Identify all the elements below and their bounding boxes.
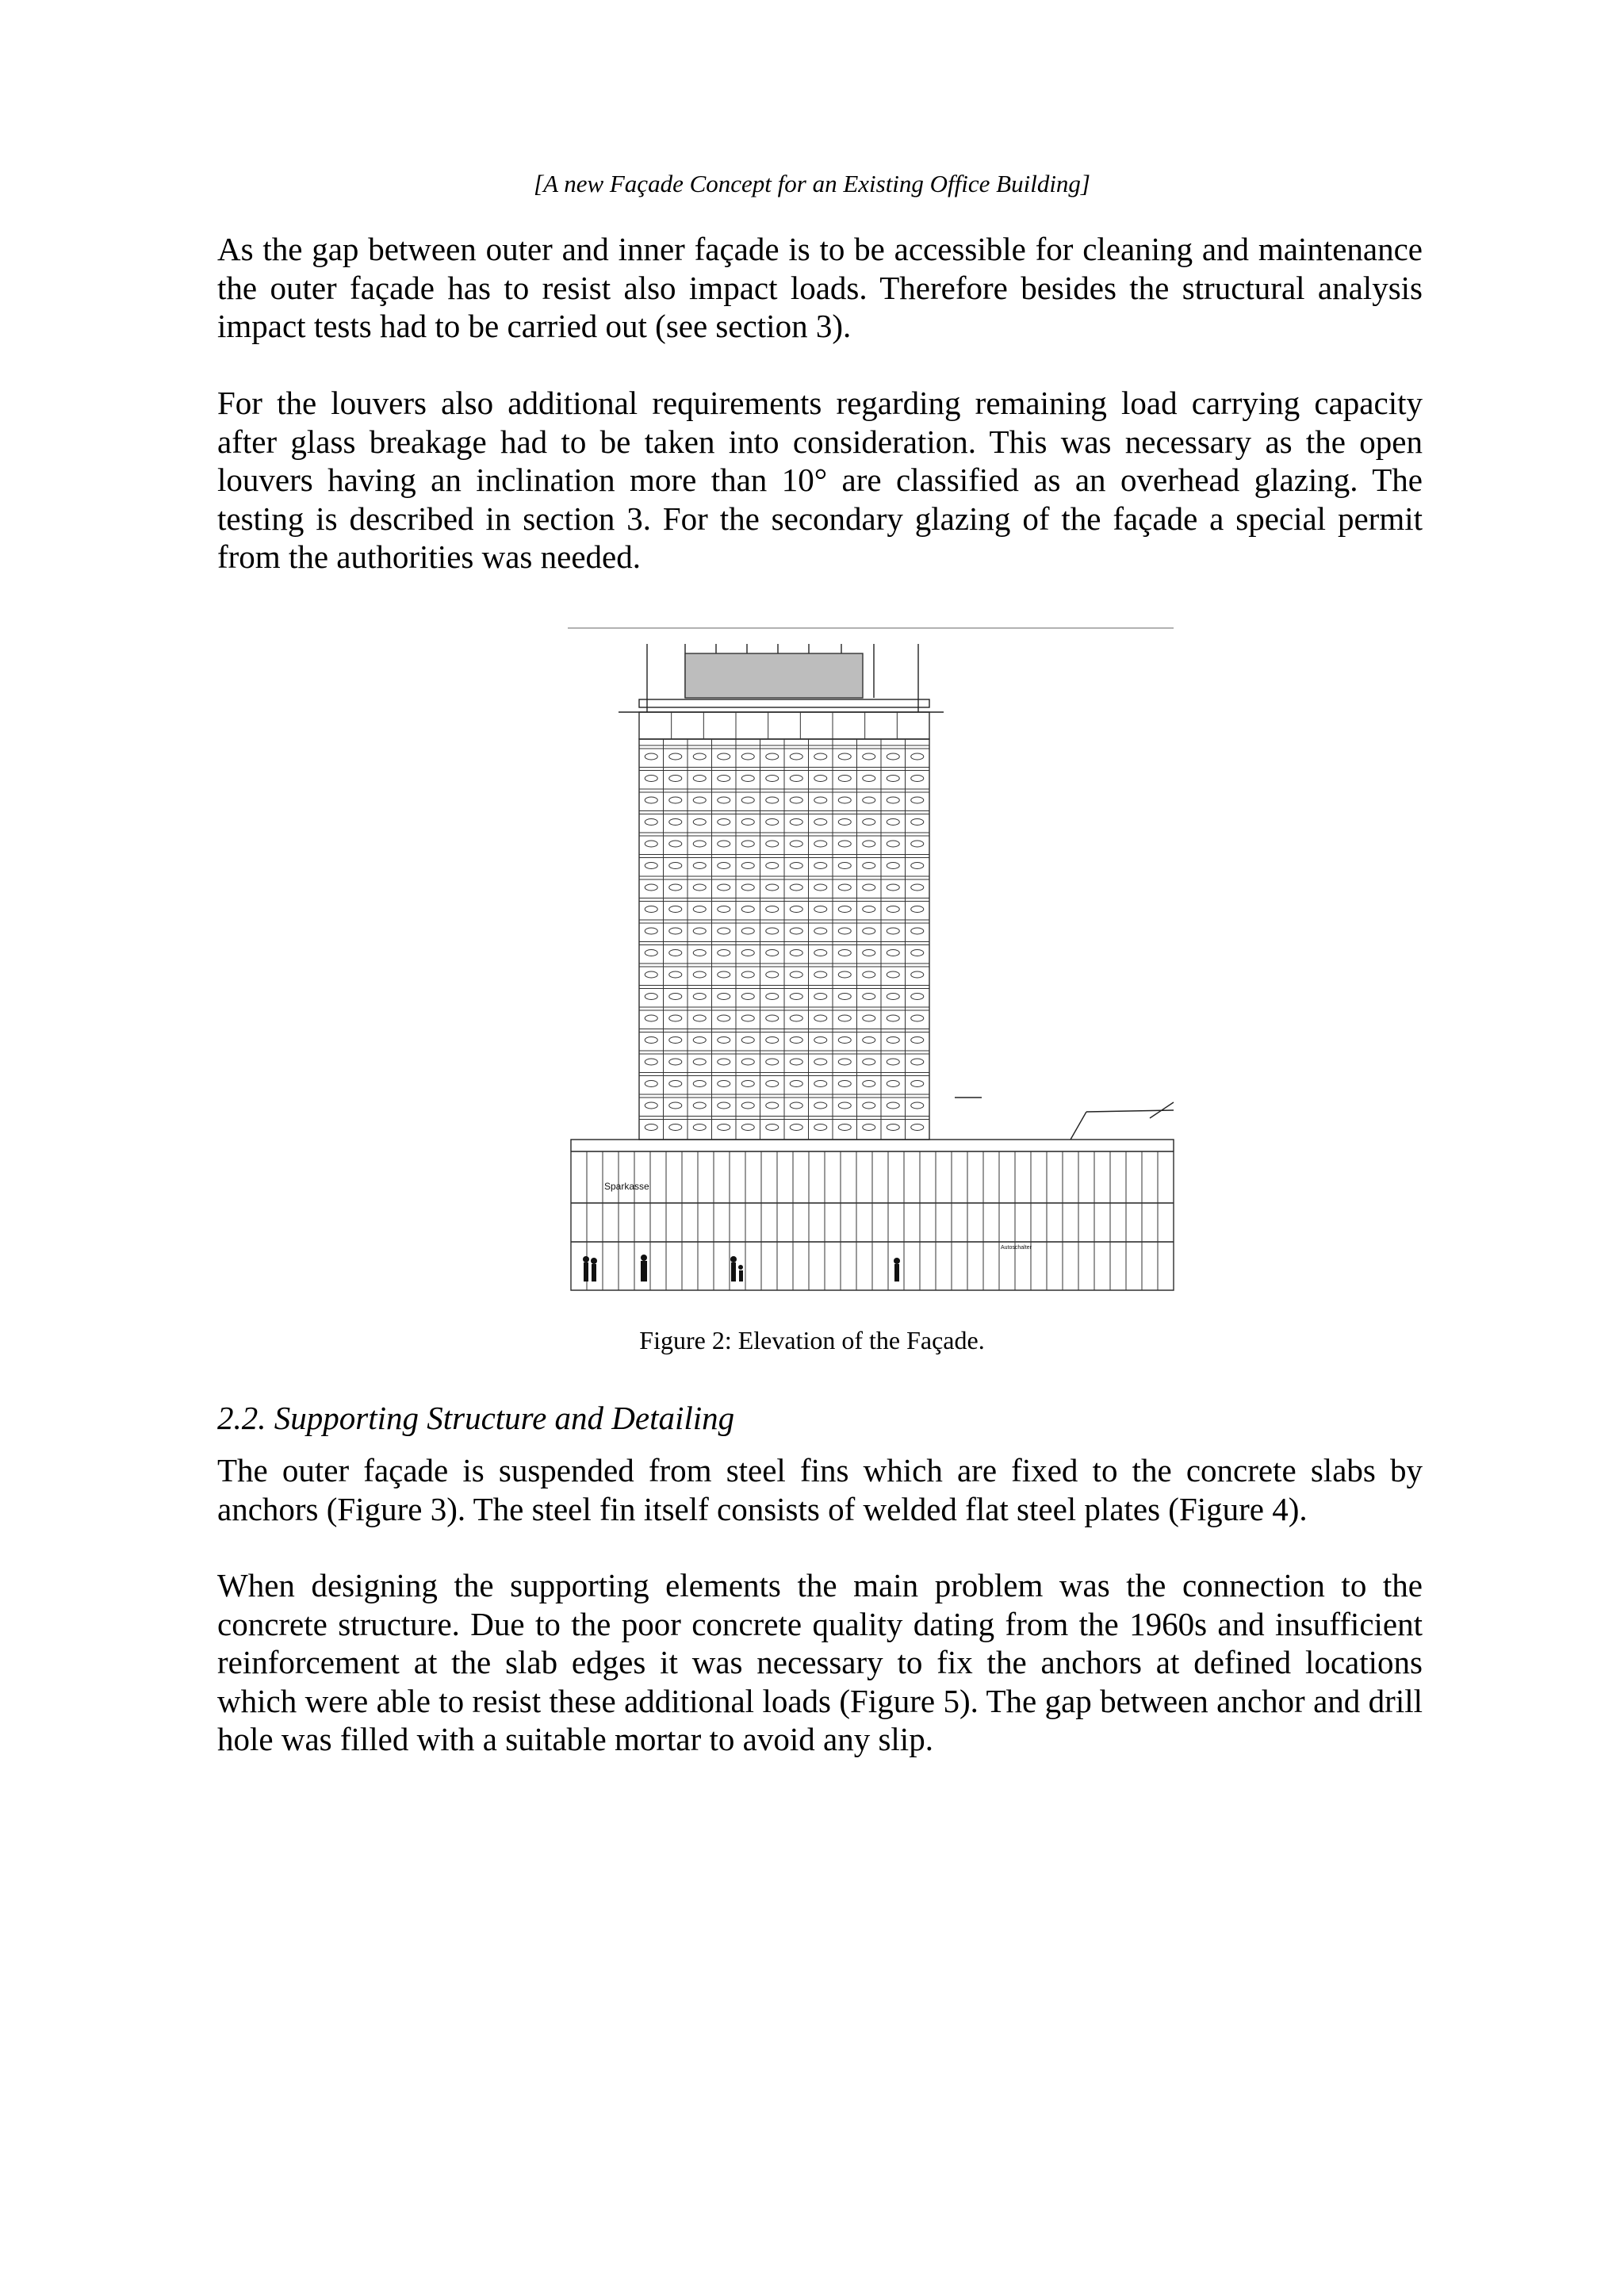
running-header: [A new Façade Concept for an Existing Office Building] <box>534 170 1090 197</box>
figure-caption: Figure 2: Elevation of the Façade. <box>639 1326 985 1354</box>
people-silhouettes <box>583 1255 900 1282</box>
paragraph-impact-loads: As the gap between outer and inner façade is to be accessible for cleaning and maintenance the outer façade has to resist also impact loads. Therefore besides the structural analysis impact tests had to be carried out (see section 3). <box>217 231 1423 344</box>
facade-elevation-figure <box>563 619 1182 1301</box>
sign-autoschalter: Autoschalter <box>1001 1245 1032 1251</box>
paragraph-steel-fins: The outer façade is suspended from steel fins which are fixed to the concrete slabs by anchors (Figure 3). The steel fin itself consists of welded flat steel plates (Figure 4). <box>217 1452 1423 1527</box>
paragraph-louvers: For the louvers also additional requirements regarding remaining load carrying capacity after glass breakage had to be taken into consideration. This was necessary as the open louvers having an inclination more than 10° are classified as an overhead glazing. The testing is described in section 3. For the secondary glazing of the façade a special permit from the authorities was needed. <box>217 385 1423 575</box>
paragraph-anchors: When designing the supporting elements the main problem was the connection to the concrete structure. Due to the poor concrete quality dating from the 1960s and insufficient reinforcement at the slab edges it was necessary to fix the anchors at defined locations which were able to resist these additional loads (Figure 5). The gap between anchor and drill hole was filled with a suitable mortar to avoid any slip. <box>217 1567 1423 1757</box>
section-heading: 2.2. Supporting Structure and Detailing <box>217 1400 735 1436</box>
sign-sparkasse: Sparkasse <box>604 1181 649 1192</box>
